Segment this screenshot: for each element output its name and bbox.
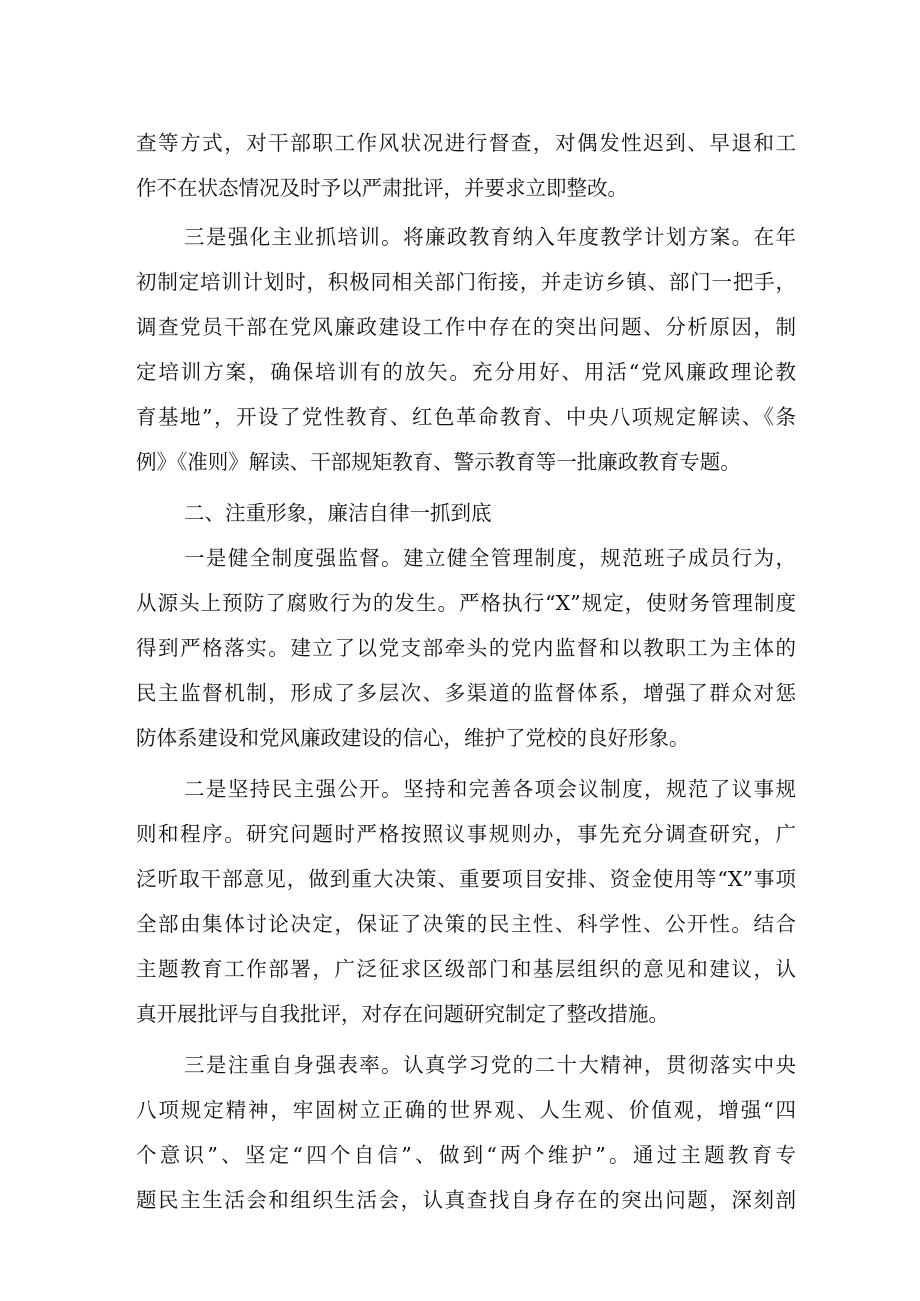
text-line: 八项规定精神，牢固树立正确的世界观、人生观、价值观，增强“四 [136, 1098, 796, 1122]
text-line: 真开展批评与自我批评，对存在问题研究制定了整改措施。 [136, 1002, 669, 1026]
paragraph-first-line: 二是坚持民主强公开。坚持和完善各项会议制度，规范了议事规 [184, 777, 796, 801]
text-line: 主题教育工作部署，广泛征求区级部门和基层组织的意见和建议，认 [136, 957, 796, 981]
section-heading: 二、注重形象，廉洁自律一抓到底 [184, 501, 492, 525]
text-line: 定培训方案，确保培训有的放矢。充分用好、用活“党风廉政理论教 [136, 360, 796, 384]
text-line: 泛听取干部意见，做到重大决策、重要项目安排、资金使用等“X”事项 [136, 867, 796, 891]
text-line: 民主监督机制，形成了多层次、多渠道的监督体系，增强了群众对惩 [136, 681, 796, 705]
paragraph-first-line: 三是注重自身强表率。认真学习党的二十大精神，贯彻落实中央 [184, 1053, 796, 1077]
text-line: 作不在状态情况及时予以严肃批评，并要求立即整改。 [136, 176, 628, 200]
text-line: 调查党员干部在党风廉政建设工作中存在的突出问题、分析原因，制 [136, 315, 796, 339]
text-line: 个意识”、坚定“四个自信”、做到“两个维护”。通过主题教育专 [136, 1143, 796, 1167]
text-line: 查等方式，对干部职工作风状况进行督查，对偶发性迟到、早退和工 [136, 131, 796, 155]
text-line: 育基地”，开设了党性教育、红色革命教育、中央八项规定解读、《条 [136, 405, 796, 429]
text-line: 初制定培训计划时，积极同相关部门衔接，并走访乡镇、部门一把手， [136, 270, 796, 294]
text-line: 得到严格落实。建立了以党支部牵头的党内监督和以教职工为主体的 [136, 636, 796, 660]
text-line: 全部由集体讨论决定，保证了决策的民主性、科学性、公开性。结合 [136, 912, 796, 936]
text-line: 从源头上预防了腐败行为的发生。严格执行“X”规定，使财务管理制度 [136, 591, 796, 615]
paragraph-first-line: 一是健全制度强监督。建立健全管理制度，规范班子成员行为， [184, 546, 796, 570]
paragraph-first-line: 三是强化主业抓培训。将廉政教育纳入年度教学计划方案。在年 [184, 225, 796, 249]
text-line: 防体系建设和党风廉政建设的信心，维护了党校的良好形象。 [136, 726, 690, 750]
text-line: 则和程序。研究问题时严格按照议事规则办，事先充分调查研究，广 [136, 822, 796, 846]
text-line: 题民主生活会和组织生活会，认真查找自身存在的突出问题，深刻剖 [136, 1188, 796, 1212]
text-line: 例》《准则》解读、干部规矩教育、警示教育等一批廉政教育专题。 [136, 450, 741, 474]
